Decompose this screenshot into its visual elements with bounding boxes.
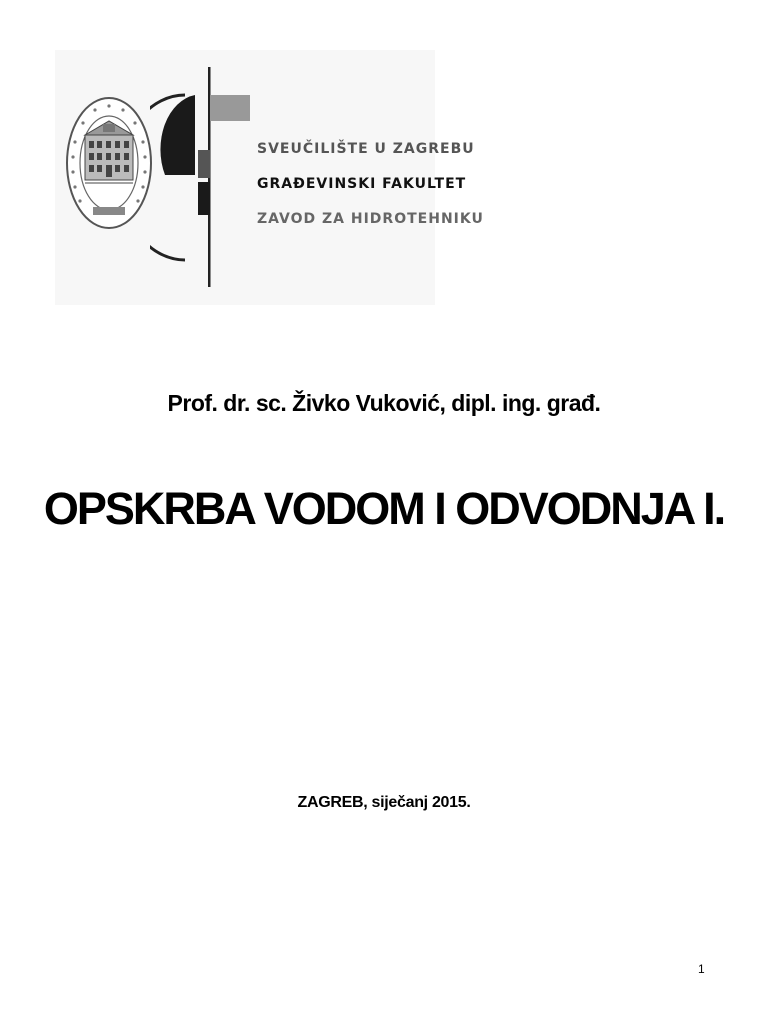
faculty-name: GRAĐEVINSKI FAKULTET xyxy=(257,176,467,192)
author-line: Prof. dr. sc. Živko Vuković, dipl. ing. građ. xyxy=(167,390,601,416)
institution-block xyxy=(257,140,484,245)
university-name: SVEUČILIŠTE U ZAGREBU xyxy=(257,141,475,157)
department-name: ZAVOD ZA HIDROTEHNIKU xyxy=(257,211,484,227)
faculty-emblem-icon xyxy=(150,65,260,290)
document-title: OPSKRBA VODOM I ODVODNJA I. xyxy=(43,483,725,534)
university-seal-icon xyxy=(65,97,153,257)
place-date: ZAGREB, siječanj 2015. xyxy=(297,794,471,811)
page-number: 1 xyxy=(698,962,705,976)
